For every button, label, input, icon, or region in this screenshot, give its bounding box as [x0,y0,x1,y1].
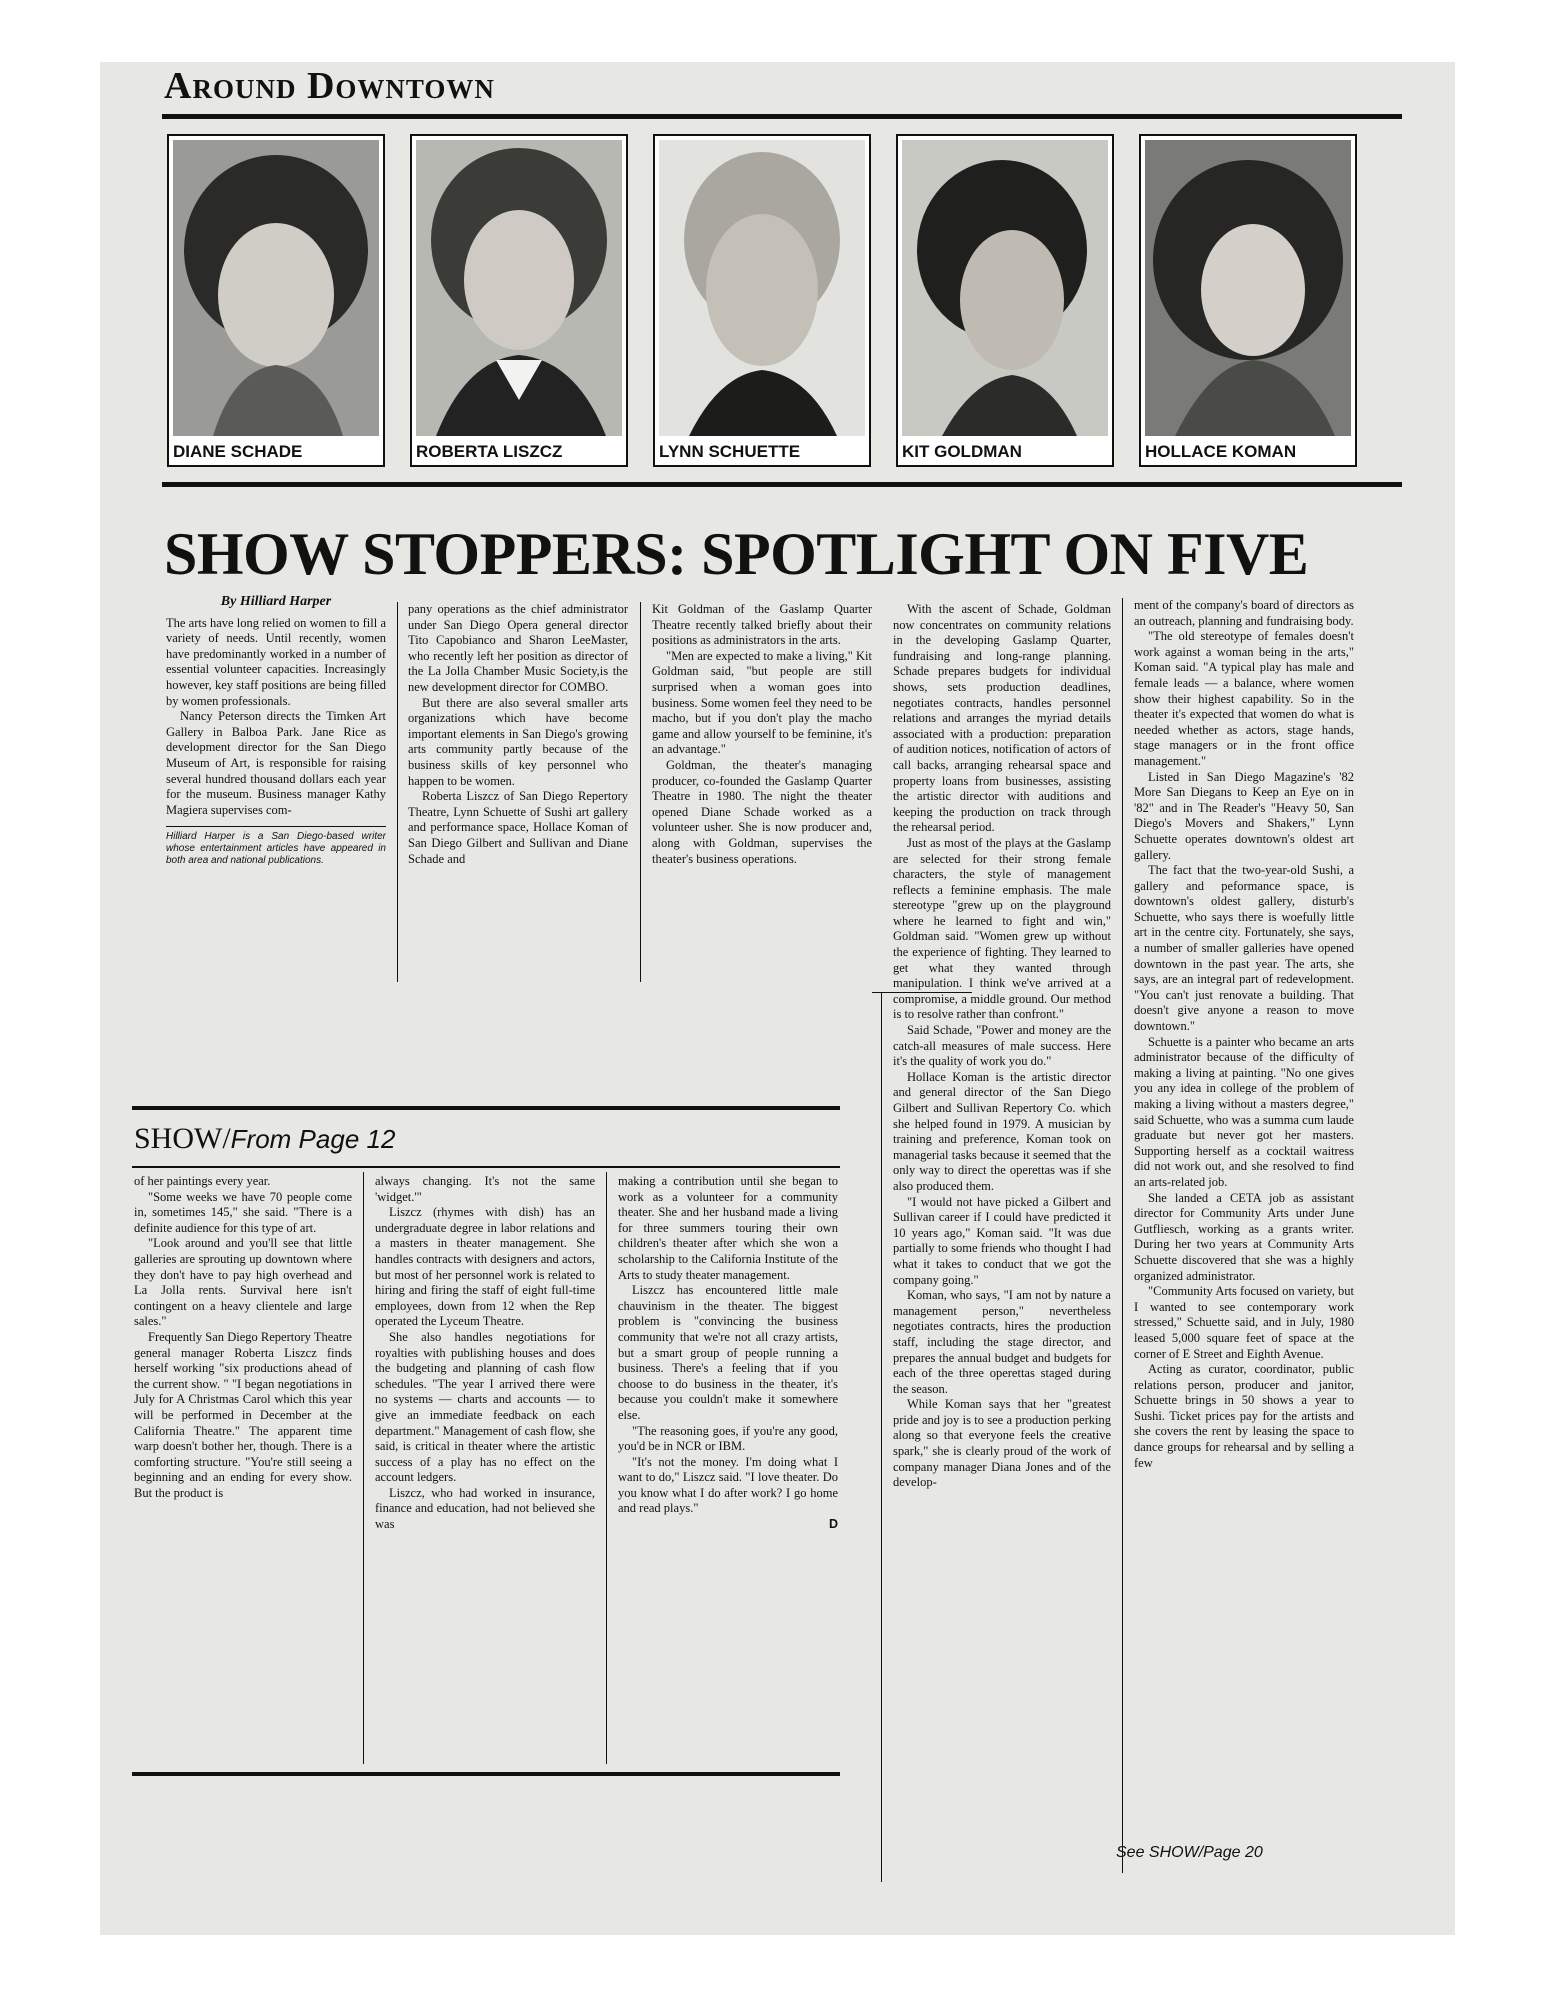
paragraph: Schuette is a painter who became an arts administrator because of the difficulty of making a living at painting. "No one gives you any idea in college of the problem of making a living without a masters degree," said Schuette, who was a summa cum laude graduate but never got her masters. Supporting herself as a cocktail waitress did not work out, and she resolved to find an arts-related job. [1134,1034,1354,1189]
paragraph: Listed in San Diego Magazine's '82 More San Diegans to Keep an Eye on in '82" and in The Reader's "Heavy 50, San Diego's Movers and Shakers," Lynn Schuette operates downtown's oldest art gallery. [1134,769,1354,862]
portrait-lynn-schuette [653,134,871,467]
paragraph: always changing. It's not the same 'widget.'" [375,1174,595,1204]
paragraph: Just as most of the plays at the Gaslamp are selected for their strong female characters, the style of management reflects a feminine emphasis. The male stereotype "grew up on the playground where he learned to fight and win," Goldman said. "Women grew up without the experience of fighting. They learned to get what they wanted through manipulation. I think we've arrived at a compromise, a middle ground. Our method is to resolve rather than confront." [893,835,1111,1022]
paragraph: She landed a CETA job as assistant director for Community Arts under June Gutfliesch, working as a grants writer. During her two years at Community Arts Schuette discovered that she was a highly organized administrator. [1134,1190,1354,1283]
paragraph: Frequently San Diego Repertory Theatre general manager Roberta Liszcz finds herself working "six productions ahead of the current show. " "I began negotiations in July for A Christmas Carol which this year will be performed in December at the California Theatre." The apparent time warp doesn't bother her, though. There is a comforting structure. "You're still seeing a beginning and an ending for every show. But the product is [134,1329,352,1500]
paragraph: But there are also several smaller arts organizations which have become important elements in San Diego's growing arts community partly because of the business skills of key personnel who happen to be women. [408,695,628,788]
portrait-image [659,140,865,436]
continuation-column-2 [375,1174,595,1764]
continuation-column-1 [134,1174,352,1764]
paragraph: "Community Arts focused on variety, but I wanted to see contemporary work stressed," Schuette said, and in July, 1980 leased 5,000 square feet of space at the corner of E Street and Eighth Avenue. [1134,1284,1354,1361]
paragraph: Hollace Koman is the artistic director and general director of the San Diego Gilbert and Sullivan Repertory Co. which she helped found in 1979. A musician by training and preference, Koman took on managerial tasks because it seemed that the only way to direct the operettas was if she also produced them. [893,1069,1111,1193]
top-rule [162,114,1402,119]
column-rule [640,602,641,982]
article-column-3 [652,602,872,982]
portrait-image [902,140,1108,436]
paragraph: Nancy Peterson directs the Timken Art Gallery in Balboa Park. Jane Rice as development director for the San Diego Museum of Art, is responsible for raising several hundred thousand dollars each year for the museum. Business manager Kathy Magiera supervises com- [166,709,386,817]
paragraph: "Men are expected to make a living," Kit Goldman said, "but people are still surprised when a woman goes into business. Some women feel they need to be macho, but if you don't play the macho game and allow yourself to be feminine, it's an advantage." [652,648,872,757]
headline: SHOW STOPPERS: SPOTLIGHT ON FIVE [164,521,1309,587]
paragraph: "It's not the money. I'm doing what I want to do," Liszcz said. "I love theater. Do you know what I do after work? I go home and read plays." [618,1454,838,1516]
paragraph: "Look around and you'll see that little galleries are sprouting up downtown where they don't have to pay high overhead and La Jolla rents. Survival here isn't contingent on a heavy clientele and large sales." [134,1236,352,1329]
paragraph: Kit Goldman of the Gaslamp Quarter Theatre recently talked briefly about their positions as administrators in the arts. [652,602,872,648]
portrait-roberta-liszcz [410,134,628,467]
paragraph: With the ascent of Schade, Goldman now concentrates on community relations in the developing Gaslamp Quarter, fundraising and long-range planning. Schade prepares budgets for individual shows, sets production deadlines, negotiates contracts, handles personnel relations and arranges the myriad details associated with a production: preparation of audition notices, notification of actors of call backs, arranging rehearsal space and property loans from businesses, assisting the artistic director with auditions and keeping the production on track through the rehearsal period. [893,602,1111,835]
paragraph: "The reasoning goes, if you're any good, you'd be in NCR or IBM. [618,1423,838,1454]
portrait-hollace-koman [1139,134,1357,467]
byline: By Hilliard Harper [220,594,332,609]
article-column-5 [1134,598,1354,1838]
paragraph: The arts have long relied on women to fill a variety of needs. Until recently, women have predominantly worked in a number of essential volunteer capacities. Increasingly however, key staff positions are being filled by women professionals. [166,615,386,708]
paragraph: The fact that the two-year-old Sushi, a gallery and peformance space, is downtown's oldest gallery, disturb's Schuette, who says there is woefully little art in the centre city. Fortunately, she says, a number of smaller galleries have opened downtown in the past year. The arts, she says, are an integral part of redevelopment. "You can't just renovate a building. That doesn't give anyone a reason to move downtown." [1134,863,1354,1034]
portrait-image [416,140,622,436]
continuation-label-main: SHOW/ [134,1122,231,1155]
continuation-bottom-rule [132,1772,840,1776]
portrait-kit-goldman [896,134,1114,467]
paragraph: "The old stereotype of females doesn't work against a woman being in the arts," Koman said. "A typical play has male and female leads — a balance, where women show their highest capability. So in the theater it's expected that women do what is needed whether as actors, stage hands, stage managers or in the front office management." [1134,629,1354,768]
photo-caption: HOLLACE KOMAN [1145,442,1297,461]
article-column-4 [893,602,1111,1867]
paragraph: Goldman, the theater's managing producer, co-founded the Gaslamp Quarter Theatre in 1980. The night the theater opened Diane Schade worked as a volunteer usher. She is now producer and, along with Goldman, supervises the theater's business operations. [652,757,872,866]
column-rule [606,1172,607,1764]
continuation-rule [132,1166,840,1168]
paragraph: "Some weeks we have 70 people come in, sometimes 145," she said. "There is a definite audience for this type of art. [134,1189,352,1235]
photo-caption: DIANE SCHADE [173,442,303,461]
end-mark: D [828,1517,838,1532]
jump-line: See SHOW/Page 20 [1116,1844,1263,1861]
paragraph: While Koman says that her "greatest pride and joy is to see a production perking along so that everyone feels the creative spark," she is clearly proud of the work of company manager Diana Jones and of the develop- [893,1397,1111,1490]
portrait-image [173,140,379,436]
column-rule [397,602,398,982]
newspaper-page [100,62,1455,1935]
column-rule [363,1172,364,1764]
paragraph: "I would not have picked a Gilbert and Sullivan career if I could have predicted it 10 years ago," Koman said. "It was due partially to some friends who thought I had what it takes to conduct that we got the company going." [893,1194,1111,1287]
continuation-label [134,1122,395,1156]
paragraph: pany operations as the chief administrator under San Diego Opera general director Tito Capobianco and Sharon LeeMaster, who recently left her position as director of the La Jolla Chamber Music Society,is the new development director for COMBO. [408,602,628,694]
paragraph: of her paintings every year. [134,1174,271,1188]
photo-caption: ROBERTA LISZCZ [416,442,563,461]
paragraph: Said Schade, "Power and money are the catch-all measures of male success. Here it's the quality of work you do." [893,1023,1111,1069]
author-note: Hilliard Harper is a San Diego-based writer whose entertainment articles have appeared in both area and national publications. [166,826,386,867]
paragraph: Roberta Liszcz of San Diego Repertory Theatre, Lynn Schuette of Sushi art gallery and performance space, Hollace Koman of San Diego Gilbert and Sullivan and Diane Schade and [408,789,628,866]
article-column-2 [408,602,628,982]
continuation-column-3 [618,1174,838,1764]
photo-caption: LYNN SCHUETTE [659,442,801,461]
continuation-label-page: From Page 12 [230,1124,396,1154]
column-rule [1122,598,1123,1873]
photo-caption: KIT GOLDMAN [902,442,1022,461]
portrait-diane-schade [167,134,385,467]
paragraph: Liszcz (rhymes with dish) has an undergraduate degree in labor relations and a masters in theater management. She handles contracts with designers and actors, but most of her personnel work is related to hiring and firing the staff of eight full-time employees, down from 12 when the Rep operated the Lyceum Theatre. [375,1205,595,1329]
article-column-1 [166,594,386,974]
paragraph: Acting as curator, coordinator, public relations person, producer and janitor, Schuette brings in 50 shows a year to Sushi. Ticket prices pay for the artists and she covers the rent by leasing the space to dance groups for rehearsal and by selling a few [1134,1362,1354,1470]
paragraph: ment of the company's board of directors as an outreach, planning and fundraising body. [1134,598,1354,628]
continuation-top-rule [132,1106,840,1110]
paragraph: She also handles negotiations for royalties with publishing houses and does the budgeting and planning of cash flow schedules. "The year I arrived there were no systems — charts and accounts — to give an immediate feedback on each department." Management of cash flow, she said, is critical in theater where the artistic success of a play has no effect on the account ledgers. [375,1329,595,1485]
section-title: Around Downtown [164,65,495,107]
paragraph: Liszcz, who had worked in insurance, finance and education, had not believed she was [375,1485,595,1532]
paragraph: making a contribution until she began to work as a volunteer for a community theater. She and her husband made a living for three summers touring their own children's theater after which she won a scholarship to the California Institute of the Arts to study theater management. [618,1174,838,1282]
paragraph: Koman, who says, "I am not by nature a management person," nevertheless negotiates contracts, hires the production staff, including the stage director, and prepares the annual budget and budgets for each of the three operettas staged during the season. [893,1288,1111,1396]
paragraph: Liszcz has encountered little male chauvinism in the theater. The biggest problem is "convincing the business community that we're not all crazy artists, but a smart group of people running a business. There's a feeling that if you choose to do business in the theater, it's because you couldn't make it somewhere else. [618,1283,838,1422]
portrait-image [1145,140,1351,436]
column-rule [881,992,882,1882]
photo-rule [162,482,1402,487]
